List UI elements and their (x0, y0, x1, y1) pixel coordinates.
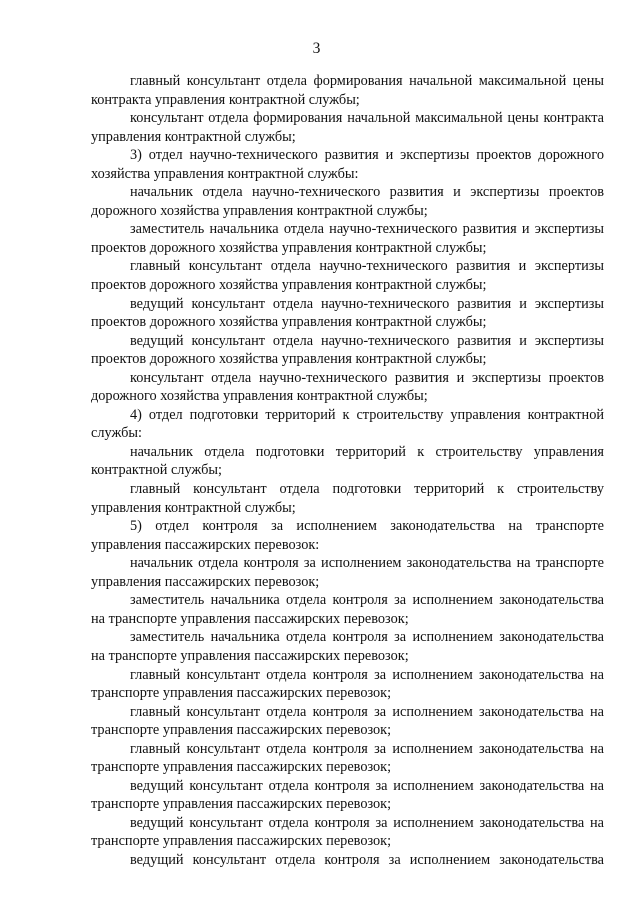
paragraph: главный консультант отдела формирования начальной максимальной цены контракта управления контрактной службы; (91, 73, 604, 108)
paragraph: ведущий консультант отдела контроля за исполнением законодательства (130, 851, 604, 868)
paragraph: консультант отдела формирования начальной максимальной цены контракта управления контрактной службы; (91, 110, 604, 145)
page-number: 3 (312, 40, 321, 57)
paragraph: заместитель начальника отдела контроля за исполнением законодательства на транспорте управления пассажирских перевозок; (91, 629, 604, 664)
paragraph: ведущий консультант отдела контроля за исполнением законодательства на транспорте управления пассажирских перевозок; (91, 814, 604, 850)
paragraph: главный консультант отдела контроля за исполнением законодательства на транспорте управления пассажирских перевозок; (91, 703, 604, 739)
document-body (91, 72, 604, 870)
section-heading: 3) отдел научно-технического развития и экспертизы проектов дорожного хозяйства управления контрактной службы: (91, 147, 604, 182)
section-heading: 4) отдел подготовки территорий к строительству управления контрактной службы: (91, 406, 604, 442)
paragraph: ведущий консультант отдела научно-технического развития и экспертизы проектов дорожного хозяйства управления контрактной службы; (91, 332, 604, 368)
paragraph: ведущий консультант отдела контроля за исполнением законодательства на транспорте управления пассажирских перевозок; (91, 777, 604, 813)
paragraph: начальник отдела подготовки территорий к строительству управления контрактной службы; (91, 443, 604, 479)
paragraph: заместитель начальника отдела контроля за исполнением законодательства на транспорте управления пассажирских перевозок; (91, 592, 604, 627)
paragraph: ведущий консультант отдела научно-технического развития и экспертизы проектов дорожного хозяйства управления контрактной службы; (91, 295, 604, 331)
paragraph: заместитель начальника отдела научно-технического развития и экспертизы проектов дорожного хозяйства управления контрактной службы; (91, 221, 604, 256)
paragraph: консультант отдела научно-технического развития и экспертизы проектов дорожного хозяйства управления контрактной службы; (91, 369, 604, 405)
paragraph: начальник отдела научно-технического развития и экспертизы проектов дорожного хозяйства управления контрактной службы; (91, 184, 604, 219)
paragraph: главный консультант отдела контроля за исполнением законодательства на транспорте управления пассажирских перевозок; (91, 666, 604, 702)
section-heading: 5) отдел контроля за исполнением законодательства на транспорте управления пассажирских перевозок: (91, 518, 604, 553)
paragraph: начальник отдела контроля за исполнением законодательства на транспорте управления пассажирских перевозок; (91, 555, 604, 590)
paragraph: главный консультант отдела контроля за исполнением законодательства на транспорте управления пассажирских перевозок; (91, 740, 604, 776)
paragraph: главный консультант отдела научно-технического развития и экспертизы проектов дорожного хозяйства управления контрактной службы; (91, 258, 604, 294)
paragraph: главный консультант отдела подготовки территорий к строительству управления контрактной службы; (91, 481, 604, 516)
